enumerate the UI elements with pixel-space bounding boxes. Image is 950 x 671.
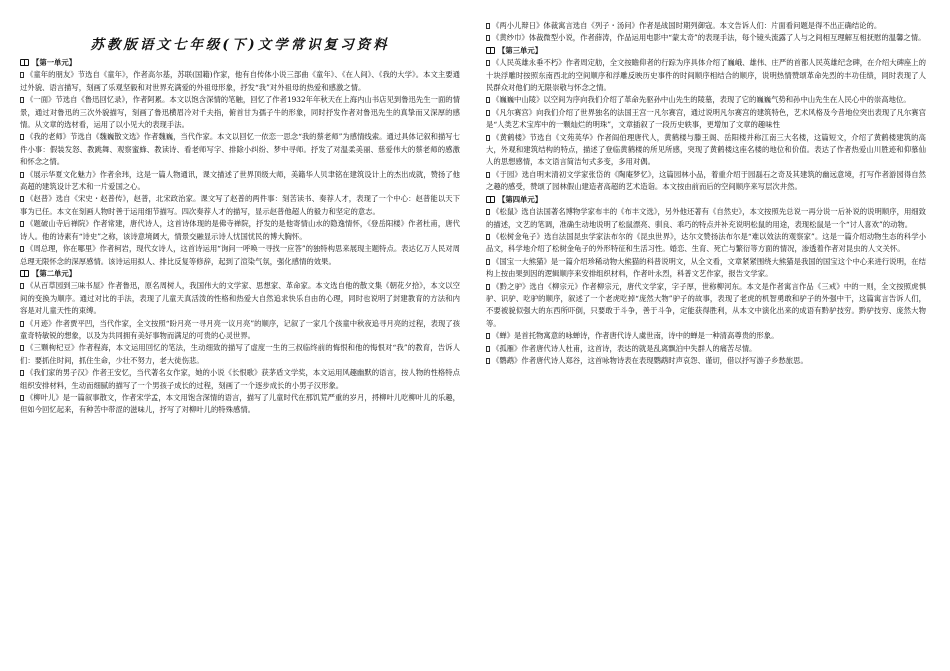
unit-heading-text: 【第三单元】 bbox=[498, 45, 543, 55]
paragraph-text: 《蝉》是首托物寓意的咏蝉诗，作者唐代诗人虞世南，诗中的蝉是一种清高尊贵的形象。 bbox=[492, 331, 779, 341]
bullet-mark-icon bbox=[486, 97, 490, 103]
bullet-mark-icon bbox=[486, 234, 490, 240]
paragraph-text: 《题破山寺后禅院》作者常建，唐代诗人，这首诗体现的是佛寺禅院，抒发的是他寄情山水的隐逸情怀，《登岳阳楼》作者杜甫，唐代诗人。他的诗素有“诗史”之称，该诗意境阔大，情景交融显示诗人忧国忧民的博大胸怀。 bbox=[20, 219, 460, 241]
paragraph bbox=[486, 169, 926, 194]
book-icon bbox=[486, 47, 495, 54]
bullet-mark-icon bbox=[486, 35, 490, 41]
paragraph-text: 《凡尔赛宫》向我们介绍了世界独名的法国王宫一凡尔赛宫，通过说明凡尔赛宫的建筑特色，艺术风格及今昔地位突出表现了凡尔赛宫是“人类艺术宝库中的一颗灿烂的明珠”，文章插叙了一段历史轶事，更增加了文章的趣味性 bbox=[486, 107, 926, 130]
unit-heading bbox=[20, 268, 460, 280]
paragraph bbox=[486, 32, 926, 44]
bullet-mark-icon bbox=[20, 321, 24, 327]
bullet-mark-icon bbox=[20, 134, 24, 140]
paragraph bbox=[20, 218, 460, 243]
bullet-mark-icon bbox=[20, 395, 24, 401]
paragraph-text: 《周总理，你在哪里》作者柯岩，现代女诗人，这首诗运用“询问一呼唤一寻找一应答”的独特构思来展现主题特点。表达亿万人民对周总理无限怀念的深厚感情。该诗运用拟人、排比反复等修辞，起到了渲染气氛，强化感情的效果。 bbox=[20, 244, 460, 266]
paragraph-text: 《国宝一大熊猫》是一篇介绍珍稀动物大熊猫的科普说明文，从全文看，文章紧紧围绕大熊猫是我国的国宝这个中心来进行说明，在结构上按由果到因的逻辑顺序来安排组织材料，作者叶永烈，科普文艺作家，报告文学家。 bbox=[486, 256, 926, 279]
unit-heading-text: 【第四单元】 bbox=[498, 194, 543, 204]
bullet-mark-icon bbox=[20, 97, 24, 103]
paragraph bbox=[20, 243, 460, 268]
unit-heading-text: 【第一单元】 bbox=[32, 58, 77, 67]
paragraph-text: 《黔之驴》选自《柳宗元》作者柳宗元，唐代文学家，字子厚，世称柳河东。本文是作者寓言作品《三戒》中的一则，全文按照虎惧驴、识驴、吃驴的顺序，叙述了一个老虎吃掉“庞然大物”驴子的故事，表现了老虎的机智勇敢和驴子的外强中干，这篇寓言告诉人们，不要被貌似强大的东西所吓倒，只要敢于斗争，善于斗争，定能获得胜利，从本文中演化出来的成语有黔驴技穷。黔驴技穷、庞然大物等。 bbox=[486, 281, 926, 328]
bullet-mark-icon bbox=[486, 346, 490, 352]
paragraph-text: 《三颗枸杞豆》作者程海，本文运用回忆的笔法，生动细致的描写了虚度一生的三叔临终前的悔恨和他的悔恨对“我”的教育，告诉人们：要抓住时间，抓住生命，少壮不努力，老大徒伤悲。 bbox=[20, 343, 460, 365]
paragraph bbox=[486, 107, 926, 132]
paragraph bbox=[486, 94, 926, 106]
paragraph bbox=[20, 342, 460, 367]
right-column bbox=[486, 20, 926, 367]
bullet-mark-icon bbox=[20, 221, 24, 227]
paragraph-text: 《两小儿辩日》体裁寓言选自《列子・汤问》作者是战国时期列御寇。本文告诉人们：片面看问题是得不出正确结论的。 bbox=[492, 21, 882, 30]
paragraph bbox=[486, 355, 926, 367]
paragraph bbox=[20, 318, 460, 343]
paragraph bbox=[486, 132, 926, 169]
document-title: 苏教版语文七年级(下)文学常识复习资料 bbox=[90, 37, 390, 53]
bullet-mark-icon bbox=[486, 259, 490, 265]
paragraph-text: 《我们家的男子汉》作者王安忆，当代著名女作家，她的小说《长恨歌》获茅盾文学奖，本文运用风趣幽默的语言，按人物的性格特点组织安排材料，生动而细腻的描写了一个男孩子成长的过程，刻画了一个逐步成长的小男子汉形象。 bbox=[20, 368, 460, 390]
paragraph bbox=[20, 193, 460, 218]
paragraph bbox=[486, 256, 926, 281]
bullet-mark-icon bbox=[20, 72, 24, 78]
unit-heading bbox=[20, 57, 460, 69]
paragraph bbox=[20, 169, 460, 194]
paragraph bbox=[20, 367, 460, 392]
bullet-mark-icon bbox=[486, 333, 490, 339]
paragraph-text: 《赵普》选自《宋史・赵普传》，赵普，北宋政治家。课文写了赵普的两件事：刻苦读书、奏荐人才，表现了一个中心：赵普能以天下事为已任。本文在刻画人物时善于运用细节描写。四次奏荐人才的描写，显示赵普他超人的毅力和坚定的意志。 bbox=[20, 194, 460, 216]
paragraph bbox=[20, 392, 460, 417]
paragraph bbox=[486, 231, 926, 256]
bullet-mark-icon bbox=[486, 209, 490, 215]
bullet-mark-icon bbox=[486, 135, 490, 141]
paragraph-text: 《人民英雄永垂不朽》作者周定舫，全文按瞻仰者的行踪为序具体介绍了巍峨、雄伟、庄严的首都人民英雄纪念碑，在介绍大碑座上的十块浮雕时按照东南西北的空间顺序和浮雕反映历史事件的时间顺序相结合的顺序，说明热情赞颂革命先烈的丰功佳绩，同时表现了人民群众对他们的无限崇敬与怀念之情。 bbox=[486, 58, 926, 93]
bullet-mark-icon bbox=[20, 345, 24, 351]
paragraph-text: 《巍巍中山陵》以空间为序向我们介绍了革命先驱孙中山先生的陵墓，表现了它的巍巍气势和孙中山先生在人民心中的崇高地位。 bbox=[492, 95, 911, 105]
bullet-mark-icon bbox=[486, 172, 490, 178]
paragraph-text: 《柳叶儿》是一篇叙事散文，作者宋学孟，本文用饱含深情的语言，描写了儿童时代在那饥荒严重的岁月，捋柳叶儿吃柳叶儿的乐趣，但如今回忆起来，有种苦中带涩的滋味儿，抒写了对柳叶儿的特殊感情。 bbox=[20, 392, 460, 415]
paragraph bbox=[20, 69, 460, 94]
paragraph-text: 《黄纱巾》体裁微型小说，作者薛涛，作品运用电影中“蒙太奇”的表现手法，每个镜头流露了人与之间相互理解互相抚慰的温馨之情。 bbox=[492, 33, 926, 43]
paragraph-text: 《孤雁》作者唐代诗人杜甫，这首诗，表达的就是乱离飘泊中失群人的痛苦尽情。 bbox=[492, 343, 757, 353]
paragraph bbox=[20, 94, 460, 131]
bullet-mark-icon bbox=[486, 358, 490, 364]
bullet-mark-icon bbox=[20, 370, 24, 376]
paragraph bbox=[20, 131, 460, 168]
paragraph bbox=[486, 281, 926, 331]
paragraph bbox=[20, 280, 460, 317]
bullet-mark-icon bbox=[20, 246, 24, 252]
left-column bbox=[20, 57, 460, 417]
unit-heading bbox=[486, 194, 926, 206]
paragraph bbox=[486, 206, 926, 231]
paragraph-text: 《我的老师》节选自《魏巍散文选》作者魏巍，当代作家。本文以回忆一依恋一思念“我的蔡老师”为感情线索。通过具体记叙和描写七件小事：假装发怒、教跳舞、观察蜜蜂、教读诗、看老师写字、排除小纠纷、梦中寻师。抒发了对温柔美丽、慈爱伟大的蔡老师的感激和怀念之情。 bbox=[20, 132, 460, 167]
paragraph-text: 《从百草园到三味书屋》作者鲁迅，原名周树人，我国伟大的文学家、思想家、革命家。本文选自他的散文集《朝花夕拾》，本文以空间的变换为顺序。通过对比的手法，表现了儿童天真活泼的性格和热爱大自然追求快乐自由的心理，同时也说明了封建教育的方法和内容是对儿童天性的束缚。 bbox=[20, 281, 460, 316]
bullet-mark-icon bbox=[20, 172, 24, 178]
unit-heading bbox=[486, 45, 926, 57]
book-icon bbox=[20, 270, 29, 277]
paragraph-text: 《鹦鹉》作者唐代诗人郑谷，这首咏物诗表在表现鹦鹉时声哀怨、谨切，借以抒写游子乡愁旅思。 bbox=[492, 355, 808, 365]
paragraph-text: 《月迹》作者贾平凹，当代作家，全文按照“盼月亮一寻月亮一议月亮”的顺序，记叙了一家几个孩童中秋夜追寻月亮的过程，表现了孩童奇特敏锐的想象，以及为共同拥有美好事物而满足的可贵的心灵世界。 bbox=[20, 318, 460, 340]
book-icon bbox=[20, 59, 29, 66]
paragraph-text: 《一面》节选自《鲁迅回忆录》，作者阿累。本文以饱含深情的笔触，回忆了作者1932年年秋天在上海内山书店见到鲁迅先生一面的情景，通过对鲁迅的三次外貌描写，刻画了鲁迅横眉冷对千夫指，俯首甘为孺子牛的形象，同时抒发作者对鲁迅先生的真挚而又深厚的感情。从文章的选材看，运用了以小见大的表现手法。 bbox=[20, 95, 460, 130]
paragraph-text: 《松树金龟子》选自法国昆虫学家法布尔的《昆虫世界》，达尔文赞扬法布尔是“难以效法的观察家”。这是一篇介绍动物生态的科学小品文，科学地介绍了松树金龟子的外形特征和生活习性。婚恋、生育、死亡与繁衍等方面的情况，渗透着作者对昆虫的人文关怀。 bbox=[486, 231, 926, 254]
bullet-mark-icon bbox=[20, 283, 24, 289]
unit-heading-text: 【第二单元】 bbox=[32, 268, 77, 278]
book-icon bbox=[486, 196, 495, 203]
bullet-mark-icon bbox=[486, 110, 490, 116]
paragraph bbox=[486, 20, 926, 32]
paragraph-text: 《童年的朋友》节选自《童年》，作者高尔基，苏联(国籍)作家，他有自传体小说三部曲《童年》、《在人间》、《我的大学》。本文主要通过外貌、语言描写，刻画了乐观坚毅和对世界充满爱的外祖母形象，抒发“我”对外祖母的热爱和感激之情。 bbox=[20, 70, 460, 92]
paragraph-text: 《松鼠》选自法国著名博物学家布丰的《布丰文选》，另外他还著有《自然史》，本文按照先总说一再分说一后补说的说明顺序，用细致的描述，文艺的笔调，准确生动地说明了松鼠漂亮、驯良、乖巧的特点并补充说明松鼠的用途，表现松鼠是一个“讨人喜欢”的动物。 bbox=[486, 207, 926, 229]
paragraph-text: 《于园》选自明末清初文学家张岱的《陶庵梦忆》，这篇园林小品，着重介绍于园磊石之奇及其建筑的幽远意境，打写作者游园得自然之趣的感受，赞颂了园林假山建造者高超的艺术造诣。本文按由前而后的空间顺序来写层次井然。 bbox=[486, 169, 926, 192]
paragraph bbox=[486, 343, 926, 355]
paragraph-text: 《黄鹤楼》节选自《文苑英华》作者阎伯理唐代人，黄鹤楼与滕王阁、岳阳楼并称江南三大名楼，这篇短文，介绍了黄鹤楼建筑的高大，外观和建筑结构的特点，描述了登临黄鹤楼的所见所感，突现了黄鹤楼这座名楼的地位和价值。表达了作者热爱山川胜迹和仰慕仙人的思想感情，本文语言简洁句式多变，多用对偶。 bbox=[486, 132, 926, 167]
paragraph bbox=[486, 330, 926, 342]
bullet-mark-icon bbox=[486, 284, 490, 290]
bullet-mark-icon bbox=[20, 196, 24, 202]
bullet-mark-icon bbox=[486, 23, 490, 29]
bullet-mark-icon bbox=[486, 60, 490, 66]
paragraph-text: 《展示华夏文化魅力》作者余玮，这是一篇人物通讯，课文描述了世界顶级大师，美籍华人贝聿铭在建筑设计上的杰出成就，赞扬了他高超的建筑设计艺术和一片爱国之心。 bbox=[20, 169, 460, 192]
paragraph bbox=[486, 57, 926, 94]
